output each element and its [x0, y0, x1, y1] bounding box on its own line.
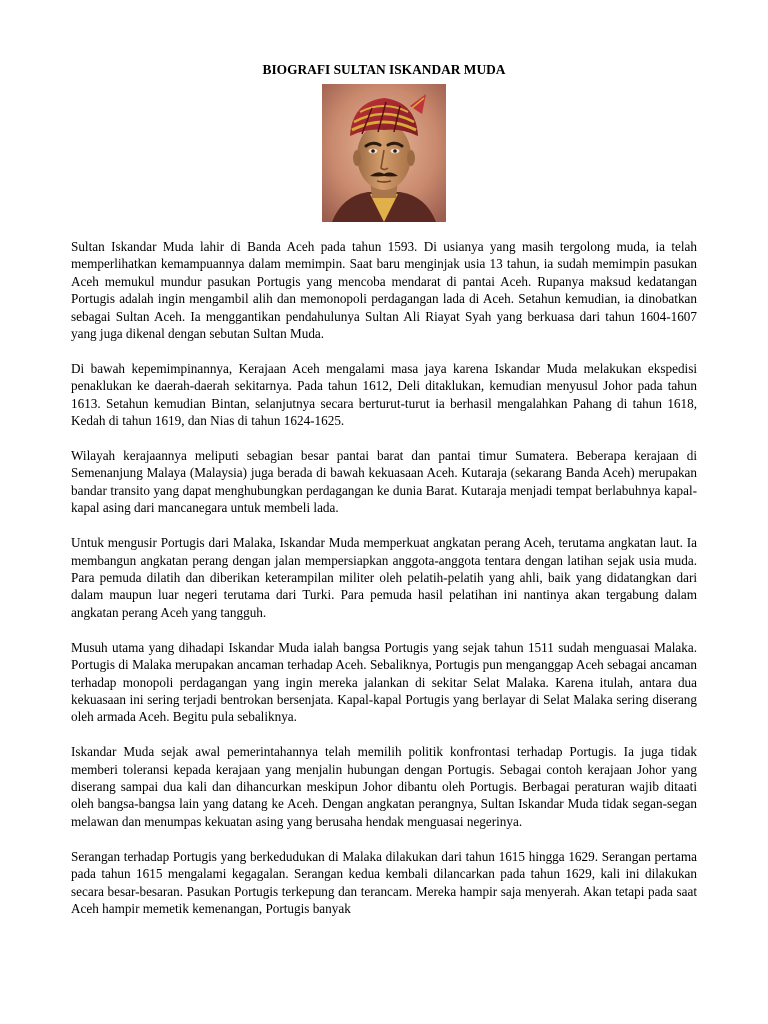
document-title: BIOGRAFI SULTAN ISKANDAR MUDA	[262, 62, 506, 77]
portrait-image	[322, 84, 446, 222]
paragraph: Iskandar Muda sejak awal pemerintahannya telah memilih politik konfrontasi terhadap Portugis. Ia juga tidak memberi toleransi kepada kerajaan yang menjalin hubungan dengan Portugis. Sebagai contoh kerajaan Johor yang diserang sampai dua kali dan dihancurkan meskipun Johor dibantu oleh Portugis. Berbagai peraturan wajib ditaati oleh bangsa-bangsa lain yang datang ke Aceh. Dengan angkatan perangnya, Sultan Iskandar Muda tidak segan-segan melawan dan menumpas kekuatan asing yang berusaha hendak menguasai negerinya.	[71, 744, 697, 829]
paragraph: Serangan terhadap Portugis yang berkedudukan di Malaka dilakukan dari tahun 1615 hingga 1629. Serangan pertama pada tahun 1615 mengalami kegagalan. Serangan kedua kembali dilancarkan pada tahun 1629, kali ini dilakukan secara besar-besaran. Pasukan Portugis terkepung dan terancam. Mereka hampir saja menyerah. Akan tetapi pada saat Aceh hampir memetik kemenangan, Portugis banyak	[71, 848, 697, 916]
paragraph: Di bawah kepemimpinannya, Kerajaan Aceh mengalami masa jaya karena Iskandar Muda melakukan ekspedisi penaklukan ke daerah-daerah sekitarnya. Pada tahun 1612, Deli ditaklukan, kemudian menyusul Johor pada tahun 1613. Setahun kemudian Bintan, selanjutnya secara berturut-turut ia berhasil mengalahkan Pahang di tahun 1618, Kedah di tahun 1619, dan Nias di tahun 1624-1625.	[71, 360, 697, 429]
paragraph: Untuk mengusir Portugis dari Malaka, Iskandar Muda memperkuat angkatan perang Aceh, terutama angkatan laut. Ia membangun angkatan perang dengan jalan mempersiapkan anggota-anggota tentara dengan latihan sejak usia muda. Para pemuda dilatih dan diberikan keterampilan militer oleh pelatih-pelatih yang ahli, baik yang didatangkan dari dalam maupun luar negeri terutama dari Turki. Para pemuda hasil pelatihan ini nantinya akan tergabung dalam angkatan perang Aceh yang tangguh.	[71, 535, 697, 620]
paragraph: Wilayah kerajaannya meliputi sebagian besar pantai barat dan pantai timur Sumatera. Beberapa kerajaan di Semenanjung Malaya (Malaysia) juga berada di bawah kekuasaan Aceh. Kutaraja (sekarang Banda Aceh) merupakan bandar transito yang dapat menghubungkan perdagangan ke dunia Barat. Kutaraja menjadi tempat berlabuhnya kapal-kapal asing dari mancanegara untuk membeli lada.	[71, 448, 697, 516]
biography-body	[71, 238, 697, 917]
paragraph: Musuh utama yang dihadapi Iskandar Muda ialah bangsa Portugis yang sejak tahun 1511 sudah menguasai Malaka. Portugis di Malaka merupakan ancaman terhadap Aceh. Sebaliknya, Portugis pun menganggap Aceh sebagai ancaman terhadap monopoli perdagangan yang ingin mereka jalankan di sekitar Selat Malaka. Karena itulah, antara dua kekuasaan ini sering terjadi bentrokan bersenjata. Kapal-kapal Portugis yang berlayar di Selat Malaka sering diserang oleh armada Aceh. Begitu pula sebaliknya.	[71, 639, 697, 725]
paragraph: Sultan Iskandar Muda lahir di Banda Aceh pada tahun 1593. Di usianya yang masih tergolong muda, ia telah memperlihatkan kemampuannya dalam memimpin. Saat baru menginjak usia 13 tahun, ia sudah memimpin pasukan Aceh memukul mundur pasukan Portugis yang mencoba mendarat di pantai Aceh. Rupanya maksud kedatangan Portugis adalah ingin mengambil alih dan memonopoli perdagangan lada di Aceh. Setahun kemudian, ia dinobatkan sebagai Sultan Aceh. Ia menggantikan pendahulunya Sultan Ali Riayat Syah yang berkuasa dari tahun 1604-1607 yang juga dikenal dengan sebutan Sultan Muda.	[71, 239, 697, 342]
portrait-illustration	[322, 84, 446, 222]
